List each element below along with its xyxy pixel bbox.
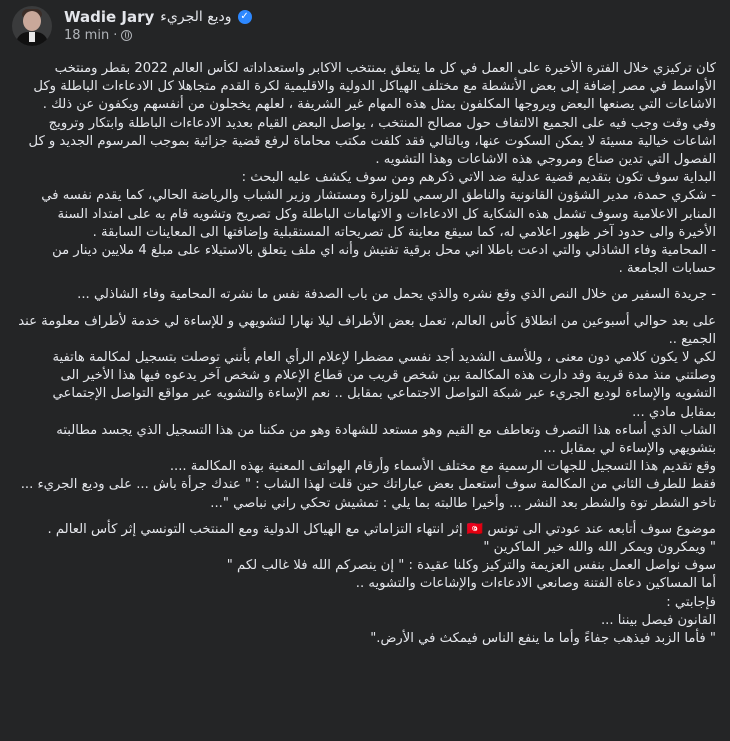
author-name-row bbox=[64, 8, 252, 26]
post-meta bbox=[64, 8, 252, 43]
post-paragraph-7: على بعد حوالي أسبوعين من انطلاق كأس العالم، تعمل بعض الأطراف ليلا نهارا لتشويهي و للإساءة لي خدمة لأطراف معلومة عند الجميع .. bbox=[18, 313, 716, 347]
post-paragraph-10: وقع تقديم هذا التسجيل للجهات الرسمية مع مختلف الأسماء وأرقام الهواتف المعنية بهذه المكالمة .... bbox=[169, 459, 716, 475]
post-paragraph-14: سوف نواصل العمل بنفس العزيمة والتركيز وكلنا عقيدة : " إن ينصركم الله فلا غالب لكم " bbox=[226, 558, 716, 574]
post-paragraph-4: - شكري حمدة، مدير الشؤون القانونية والناطق الرسمي للوزارة ومستشار وزير الشباب والرياضة الحالي، كما يقدم نفسه في المنابر الاعلامية وسوف تشمل هذه الشكاية كل الادعاءات و الاتهامات الباطلة وكل تصريح وتشويه قام به على امتداد السنة الأخيرة والى حدود آخر ظهور اعلامي له، كما سيقع معاينة كل تصريحاته المستقبلية وإضافتها الى المعاينات السابقة . bbox=[41, 188, 716, 240]
author-name-arabic[interactable]: وديع الجريء bbox=[160, 9, 232, 25]
avatar-shirt bbox=[29, 32, 35, 42]
post-body bbox=[18, 60, 716, 741]
post-paragraph-8: لكي لا يكون كلامي دون معنى ، وللأسف الشديد أجد نفسي مضطرا لإعلام الرأي العام بأنني توصلت بتسجيل لمكالمة هاتفية وصلتني منذ مدة قريبة وقد دارت هذه المكالمة بين شخص قريب من قطاع الإعلام و شخص آخر يدعوه فيها هذا الأخير الى التشويه والإساءة لوديع الجريء عبر شبكة التواصل الاجتماعي بمقابل .. نعم الإساءة والتشويه عبر مواقع التواصل الإجتماعي بمقابل مادي ... bbox=[52, 350, 716, 420]
post-paragraph-13: " ويمكرون ويمكر الله والله خير الماكرين " bbox=[483, 540, 716, 556]
post-paragraph-9: الشاب الذي أساءه هذا التصرف وتعاطف مع القيم وهو مستعد للشهادة وهو من مكننا من هذا التسجيل الذي يجسد مطالبته بتشويهي والإساءة لي بمقابل ... bbox=[56, 422, 716, 457]
meta-separator: · bbox=[113, 28, 118, 43]
post-header bbox=[12, 6, 718, 52]
globe-icon[interactable] bbox=[121, 30, 132, 41]
verified-badge-icon: ✓ bbox=[238, 10, 252, 24]
post-paragraph-6: - جريدة السفير من خلال النص الذي وقع نشره والذي يحمل من باب الصدفة نفس ما نشرته المحامية وفاء الشاذلي ... bbox=[77, 287, 716, 303]
post-paragraph-5: - المحامية وفاء الشاذلي والتي ادعت باطلا اني محل برقية تفتيش وأنه اي ملف يتعلق بالاستيلاء على مبلغ 4 ملايين دينار من حسابات الجامعة . bbox=[52, 243, 716, 277]
post-paragraph-3: البداية سوف تكون بتقديم قضية عدلية ضد الاتي ذكرهم ومن سوف يكشف عليه البحث : bbox=[241, 170, 716, 186]
post-paragraph-12: موضوع سوف أتابعه عند عودتي الى تونس 🇹🇳 إثر انتهاء التزاماتي مع الهياكل الدولية ومع المنتخب التونسي إثر كأس العالم . bbox=[47, 521, 716, 537]
post-paragraph-11: فقط للطرف الثاني من المكالمة سوف أستعمل بعض عباراتك حين قلت لهذا الشاب : " عندك جرأة باش ... على وديع الجريء ... تاخو الشطر توة والشطر بعد النشر ... وأخيرا طالبته بما يلي : تمشيش تحكي راني نباصي "... bbox=[20, 477, 716, 511]
post-paragraph-2: وفي وقت وجب فيه على الجميع الالتفاف حول مصالح المنتخب ، يواصل البعض القيام بعديد الادعاءات الباطلة وابتكار وترويج اشاعات خيالية مسيئة لا يمكن السكوت عنها، وبالتالي فقد كلفت مكتب محاماة لرفع قضية جزائية بموجب المرسوم الجديد و كل الفصول التي تدين صناع ومروجي هذه الاشاعات وهذا التشويه . bbox=[28, 115, 716, 168]
post-subline bbox=[64, 28, 252, 43]
post-timestamp[interactable]: 18 min bbox=[64, 28, 110, 43]
post-paragraph-16: فإجابتي : bbox=[666, 594, 716, 610]
post-paragraph-17: القانون فيصل بيننا ... bbox=[600, 612, 716, 628]
avatar-face bbox=[23, 11, 41, 31]
post-paragraph-1: كان تركيزي خلال الفترة الأخيرة على العمل في كل ما يتعلق بمنتخب الاكابر واستعداداته لكأس العالم 2022 بقطر ومنتخب الأواسط في مصر إضافة إلى بعض الأنشطة مع مختلف الهياكل الدولية والاقليمية لكرة القدم متجاهلا كل الادعاءات الباطلة وكل الاشاعات التي يصنعها البعض ويروجها المكلفون بمثل هذه المهام غير الشريفة ، لعلهم يخجلون من أنفسهم ويكفون عن ذلك . bbox=[33, 61, 716, 113]
author-avatar[interactable] bbox=[12, 6, 52, 46]
post-paragraph-15: أما المساكين دعاة الفتنة وصانعي الادعاءات والإشاعات والتشويه .. bbox=[355, 576, 716, 592]
post-paragraph-18: " فأما الزبد فيذهب جفاءً وأما ما ينفع الناس فيمكث في الأرض." bbox=[370, 631, 716, 647]
author-name[interactable]: Wadie Jary bbox=[64, 8, 155, 26]
